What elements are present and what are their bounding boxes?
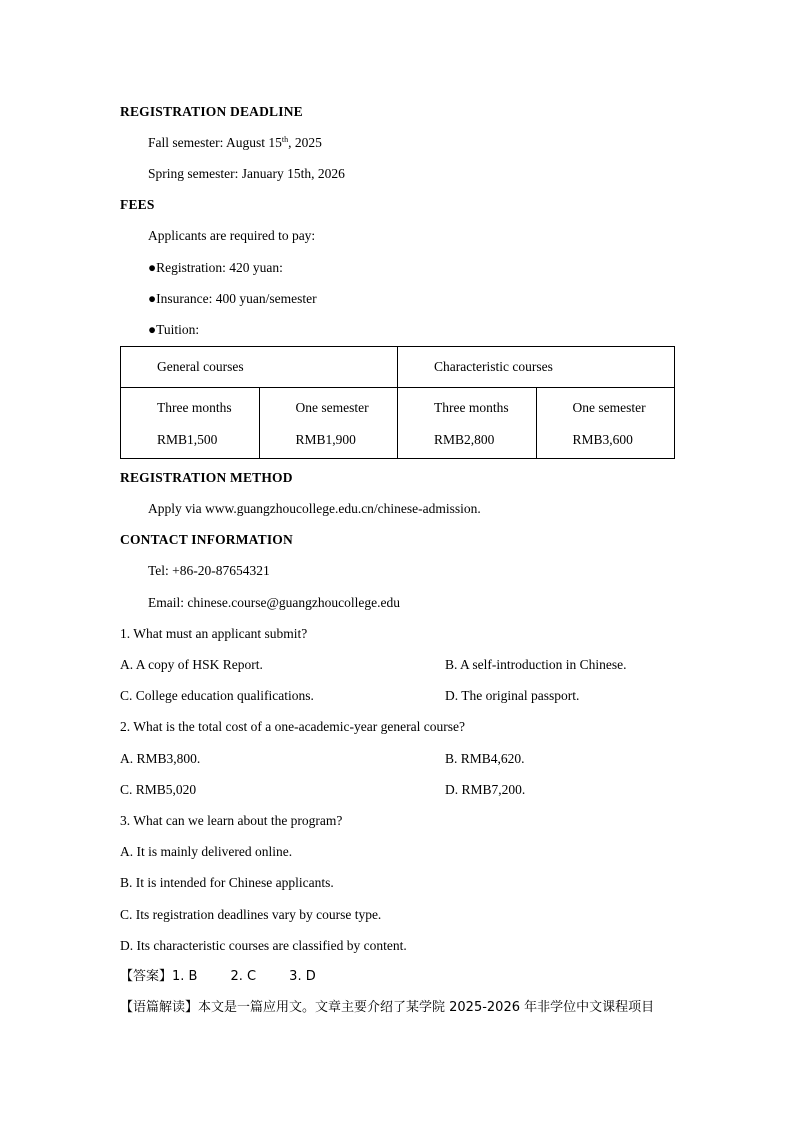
question-3-option-c: C. Its registration deadlines vary by course type. <box>120 907 382 922</box>
tuition-price: RMB1,500 <box>157 432 218 447</box>
tuition-price: RMB2,800 <box>434 432 495 447</box>
tuition-table <box>120 346 675 459</box>
question-2-option-b: B. RMB4,620. <box>445 751 525 766</box>
registration-method-text: Apply via www.guangzhoucollege.edu.cn/chinese-admission. <box>148 501 481 516</box>
tuition-price: RMB3,600 <box>572 432 633 447</box>
tuition-cell <box>536 388 675 459</box>
question-2-option-a: A. RMB3,800. <box>120 751 201 766</box>
tuition-period: One semester <box>295 400 369 415</box>
general-courses-header: General courses <box>121 347 398 388</box>
tuition-table-header-row <box>121 347 675 388</box>
question-3-option-a: A. It is mainly delivered online. <box>120 844 293 859</box>
question-3-option-d: D. Its characteristic courses are classified by content. <box>120 938 407 953</box>
fee-item-registration: ●Registration: 420 yuan: <box>148 260 283 275</box>
fee-item-tuition: ●Tuition: <box>148 322 200 337</box>
question-1-option-b: B. A self-introduction in Chinese. <box>445 657 627 672</box>
tuition-period: Three months <box>434 400 509 415</box>
tuition-cell <box>398 388 537 459</box>
question-1-option-a: A. A copy of HSK Report. <box>120 657 263 672</box>
tuition-cell <box>121 388 260 459</box>
question-1-option-d: D. The original passport. <box>445 688 580 703</box>
registration-method-heading: REGISTRATION METHOD <box>120 470 293 485</box>
question-2-option-c: C. RMB5,020 <box>120 782 197 797</box>
question-3-option-b: B. It is intended for Chinese applicants. <box>120 875 334 890</box>
question-2-stem: 2. What is the total cost of a one-academic-year general course? <box>120 719 465 734</box>
question-3-stem: 3. What can we learn about the program? <box>120 813 343 828</box>
fees-heading: FEES <box>120 197 155 212</box>
tuition-price: RMB1,900 <box>295 432 356 447</box>
spring-semester-deadline: Spring semester: January 15th, 2026 <box>148 166 345 181</box>
registration-deadline-heading: REGISTRATION DEADLINE <box>120 104 303 119</box>
answer-key: 【答案】1. B 2. C 3. D <box>120 969 316 984</box>
fees-intro: Applicants are required to pay: <box>148 228 316 243</box>
fee-item-insurance: ●Insurance: 400 yuan/semester <box>148 291 317 306</box>
question-2-option-d: D. RMB7,200. <box>445 782 526 797</box>
tuition-cell <box>259 388 398 459</box>
passage-analysis: 【语篇解读】本文是一篇应用文。文章主要介绍了某学院 2025-2026 年非学位中文课程项目 <box>120 1000 655 1015</box>
tuition-period: Three months <box>157 400 232 415</box>
contact-email: Email: chinese.course@guangzhoucollege.edu <box>148 595 400 610</box>
tuition-table-price-row <box>121 388 675 459</box>
fall-semester-deadline: Fall semester: August 15th, 2025 <box>148 135 322 150</box>
characteristic-courses-header: Characteristic courses <box>398 347 675 388</box>
question-1-option-c: C. College education qualifications. <box>120 688 314 703</box>
question-1-stem: 1. What must an applicant submit? <box>120 626 308 641</box>
contact-tel: Tel: +86-20-87654321 <box>148 563 270 578</box>
contact-information-heading: CONTACT INFORMATION <box>120 532 293 547</box>
tuition-period: One semester <box>572 400 646 415</box>
